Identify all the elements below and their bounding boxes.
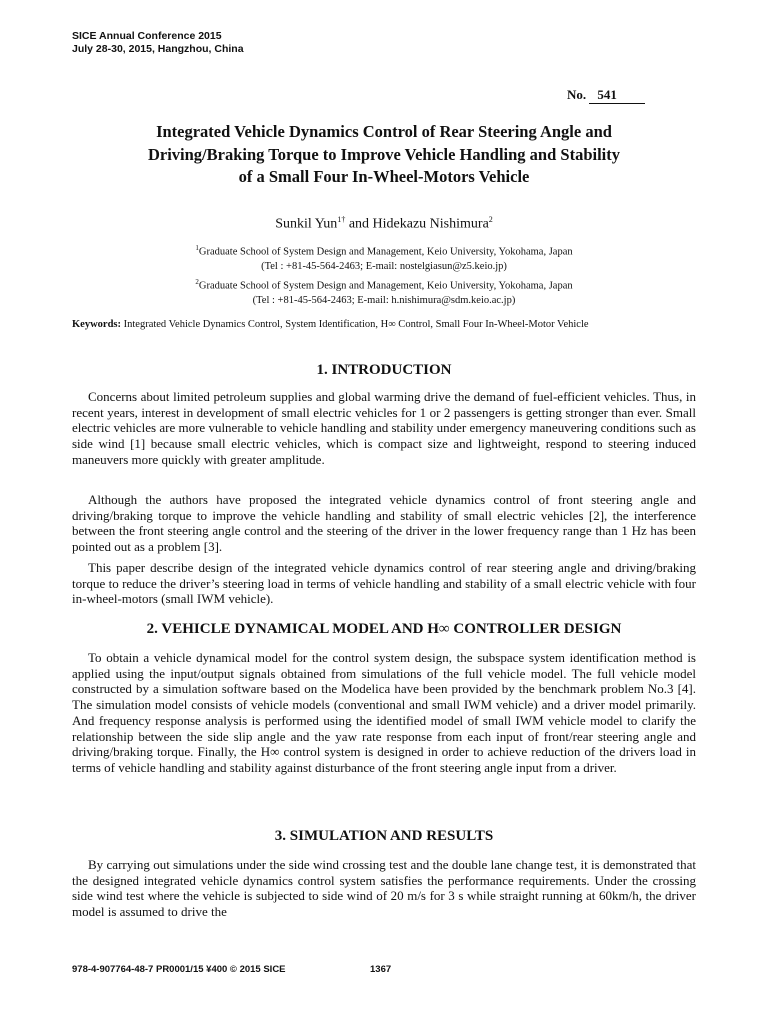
affiliation-text: (Tel : +81-45-564-2463; E-mail: h.nishimura@sdm.keio.ac.jp): [252, 294, 516, 306]
affiliation-mark: 1: [195, 244, 199, 252]
paragraph: Concerns about limited petroleum supplies and global warming drive the demand of fuel-efficient vehicles. Thus, in recent years, interest in development of small electric vehicles for 1 or 2 passengers is getting stronger than ever. Small electric vehicles are more vulnerable to vehicle handling and stability under emergency maneuvering conditions such as side wind [1] because small electric vehicles, which is compact size and lightweight, respond to steering induced maneuvers more quickly with greater amplitude.: [72, 389, 696, 467]
affiliation-mark: 2: [195, 277, 199, 286]
keywords-label: Keywords:: [72, 319, 121, 330]
author-list: [72, 215, 696, 233]
paragraph: This paper describe design of the integrated vehicle dynamics control of rear steering angle and driving/braking torque to reduce the driver’s steering load in terms of vehicle handling and stability of a small electric vehicle with four in-wheel-motors (small IWM vehicle).: [72, 560, 696, 607]
paragraph: By carrying out simulations under the side wind crossing test and the double lane change test, it is demonstrated that the designed integrated vehicle dynamics control system satisfies the performance requirements. Under the crossing side wind test where the vehicle is subjected to side wind of 20 m/s for 3 s while straight running at 60km/h, the driver model is assumed to drive the: [72, 857, 696, 920]
conference-name: SICE Annual Conference 2015: [72, 30, 222, 42]
paper-number: [567, 87, 645, 104]
title-line: Integrated Vehicle Dynamics Control of Rear Steering Angle and: [156, 122, 612, 141]
affiliation-line: [72, 260, 696, 275]
section-heading-introduction: 1. INTRODUCTION: [316, 362, 452, 378]
page-footer: [72, 964, 392, 975]
page-number: 1367: [370, 964, 392, 975]
affiliation-text: (Tel : +81-45-564-2463; E-mail: nostelgiasun@z5.keio.jp): [261, 261, 507, 272]
paper-number-value: 541: [589, 87, 645, 104]
footer-isbn: 978-4-907764-48-7 PR0001/15 ¥400 © 2015 SICE: [72, 964, 286, 975]
conference-date-place: July 28-30, 2015, Hangzhou, China: [72, 43, 244, 55]
section-heading-simulation: 3. SIMULATION AND RESULTS: [274, 828, 494, 844]
conference-header: [72, 30, 244, 56]
keywords: [72, 318, 696, 332]
author-affiliation-mark: 1†: [337, 215, 346, 224]
author-name: Sunkil Yun: [275, 216, 338, 232]
affiliation-line: [72, 241, 696, 260]
title-line: of a Small Four In-Wheel-Motors Vehicle: [238, 167, 530, 186]
affiliation-line: [72, 275, 696, 294]
keywords-text: Integrated Vehicle Dynamics Control, System Identification, H∞ Control, Small Four In-Wheel-Motor Vehicle: [123, 319, 589, 330]
paper-title: [72, 121, 696, 189]
paragraph: Although the authors have proposed the integrated vehicle dynamics control of front steering angle and driving/braking torque to improve the vehicle handling and stability of small electric vehicles [2], the interference between the front steering angle control and the steering of the driver in the lower frequency range than 1 Hz has been pointed out as a problem [3].: [72, 492, 696, 555]
author-name: Hidekazu Nishimura: [372, 216, 489, 232]
affiliations: [72, 241, 696, 308]
author-conjunction: and: [345, 216, 373, 232]
author-affiliation-mark: 2: [488, 215, 493, 224]
affiliation-text: Graduate School of System Design and Management, Keio University, Yokohama, Japan: [198, 280, 573, 291]
title-line: Driving/Braking Torque to Improve Vehicle Handling and Stability: [147, 144, 621, 164]
affiliation-line: [72, 294, 696, 309]
paper-number-label: No.: [567, 87, 587, 102]
paragraph: To obtain a vehicle dynamical model for the control system design, the subspace system identification method is applied using the input/output signals obtained from simulations of the full vehicle model. The full vehicle model constructed by a simulation software based on the Modelica have been provided by the benchmark problem No.3 [4]. The simulation model consists of vehicle models (conventional and small IWM vehicle) and a driver model primarily. And frequency response analysis is performed using the identified model of small IWM vehicle model to clarify the relationship between the side slip angle and the yaw rate response from each input of front/rear steering angle and driving/braking torque. Finally, the H∞ control system is designed in order to achieve reduction of the drivers load in terms of vehicle handling and stability against disturbance of the front steering angle input from a driver.: [72, 650, 696, 775]
affiliation-text: Graduate School of System Design and Management, Keio University, Yokohama, Japan: [198, 246, 573, 258]
section-heading-model-design: 2. VEHICLE DYNAMICAL MODEL AND H∞ CONTROLLER DESIGN: [146, 621, 622, 637]
